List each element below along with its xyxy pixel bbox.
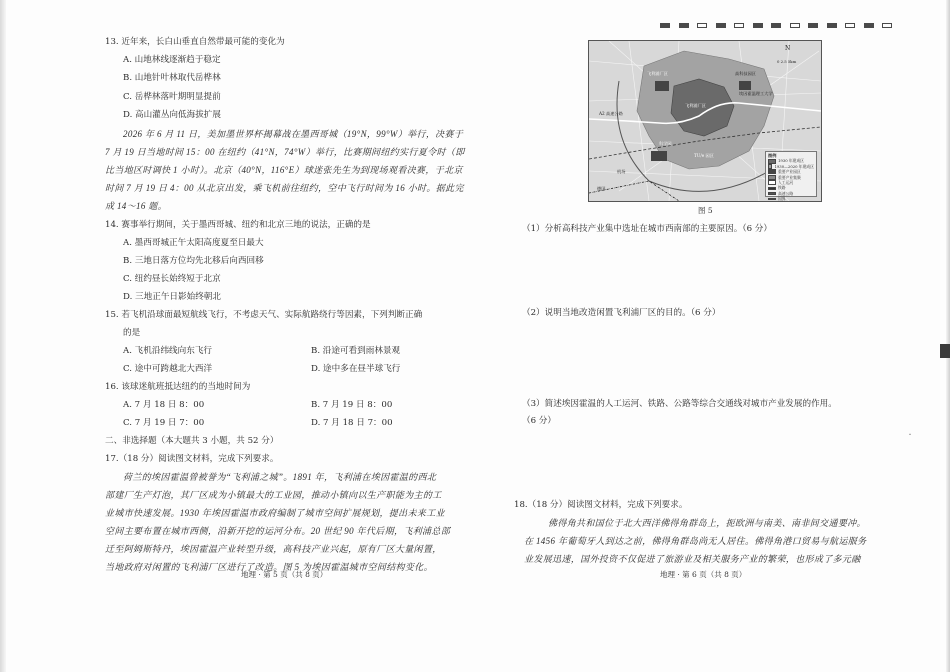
legend-item-industrial-cluster: 重要产业集聚 bbox=[768, 175, 814, 180]
page-edge-right bbox=[946, 0, 950, 672]
q16-option-c: C. 7 月 19 日 7：00 bbox=[123, 418, 205, 428]
page-edge-left bbox=[0, 0, 6, 672]
q15-option-d: D. 途中多在昼半球飞行 bbox=[311, 364, 401, 374]
passage-14-16-line-5: 成 14～16 题。 bbox=[105, 201, 168, 211]
q13-option-a: A. 山地林线逐渐趋于稳定 bbox=[123, 55, 221, 65]
map-label-h: 机场 bbox=[617, 169, 626, 174]
passage-14-16-line-4: 时间 7 月 19 日 4：00 从北京出发，乘飞机前往纽约，空中飞行时间为 16 小时。据此完 bbox=[105, 183, 464, 193]
passage-14-16-line-2: 7 月 19 日当地时间 15：00 在纽约（41°N，74°W）举行，比赛期间纽约实行夏令时（即 bbox=[105, 147, 465, 157]
q13-option-c: C. 岳桦林落叶期明显提前 bbox=[123, 92, 221, 102]
q16-option-d: D. 7 月 18 日 7：00 bbox=[311, 418, 393, 428]
q15-stem-line-2: 的是 bbox=[123, 328, 141, 338]
q17-heading: 17.（18 分）阅读图文材料，完成下列要求。 bbox=[105, 454, 279, 464]
q14-option-c: C. 纽约昼长始终短于北京 bbox=[123, 274, 221, 284]
legend-item-border: 国界 bbox=[768, 196, 814, 201]
passage-17-line-2: 部建厂生产灯泡，其厂区成为小镇最大的工业园，推动小镇向以生产职能为主的工 bbox=[105, 490, 442, 500]
speck-mark: ˙ bbox=[907, 432, 913, 446]
q13-stem: 13. 近年来，长白山垂直自然带最可能的变化为 bbox=[105, 37, 285, 47]
legend-item-1930: 1930 年建成区 bbox=[768, 158, 814, 163]
q16-option-a: A. 7 月 18 日 8：00 bbox=[123, 400, 205, 410]
figure-5-caption: 图 5 bbox=[698, 206, 713, 215]
legend-item-highway: 高速公路 bbox=[768, 191, 814, 196]
passage-17-line-3: 业城市快速发展。1930 年埃因霍温市政府编制了城市空间扩展规划，提出未来工业 bbox=[105, 508, 445, 518]
map-label-g: TU/e 园区 bbox=[694, 153, 714, 158]
map-label-d: 飞利浦厂区 bbox=[685, 103, 706, 108]
q18-heading: 18.（18 分）阅读图文材料，完成下列要求。 bbox=[514, 500, 688, 510]
legend-item-canal: 人工运河 bbox=[768, 180, 814, 185]
map-label-b: 高科技园区 bbox=[735, 71, 756, 76]
passage-17-line-4: 空间主要布置在城市西侧，沿新开挖的运河分布。20 世纪 90 年代后期，飞利浦总部 bbox=[105, 526, 451, 536]
q17-part-3-line-1: （3）简述埃因霍温的人工运河、铁路、公路等综合交通线对城市产业发展的作用。 bbox=[522, 399, 837, 409]
passage-17-line-5: 迁至阿姆斯特丹，埃因霍温产业转型升级，高科技产业兴起，原有厂区大量闲置， bbox=[105, 544, 442, 554]
q17-part-2: （2）说明当地改造闲置飞利浦厂区的目的。（6 分） bbox=[522, 308, 721, 318]
passage-14-16-line-1: 2026 年 6 月 11 日，美加墨世界杯揭幕战在墨西哥城（19°N，99°W）举行，决赛于 bbox=[123, 129, 464, 139]
q14-stem: 14. 赛事举行期间，关于墨西哥城、纽约和北京三地的说法，正确的是 bbox=[105, 220, 371, 230]
north-arrow-icon: N bbox=[785, 45, 791, 52]
passage-18-line-3: 业发展迅速，国外投资不仅促进了旅游业及相关服务产业的繁荣，也形成了多元融 bbox=[524, 554, 861, 564]
q17-part-1: （1）分析高科技产业集中选址在城市西南部的主要原因。（6 分） bbox=[522, 224, 772, 234]
binding-mark bbox=[940, 344, 950, 358]
scale-bar: 0 2.5 5km bbox=[777, 59, 797, 64]
left-page-footer: 地理 · 第 5 页（共 8 页） bbox=[241, 570, 328, 579]
map-label-a: 飞利浦厂区 bbox=[647, 71, 668, 76]
passage-18-line-1: 佛得角共和国位于北大西洋佛得角群岛上，扼欧洲与南美、南非间交通要冲。 bbox=[548, 518, 866, 528]
passage-17-line-1: 荷兰的埃因霍温曾被誉为“飞利浦之城”。1891 年，飞利浦在埃因霍温的西北 bbox=[123, 472, 437, 482]
map-legend bbox=[765, 151, 817, 202]
q17-part-3-line-2: （6 分） bbox=[522, 416, 556, 426]
q16-option-b: B. 7 月 19 日 8：00 bbox=[311, 400, 393, 410]
q13-option-b: B. 山地针叶林取代岳桦林 bbox=[123, 73, 221, 83]
passage-14-16-line-3: 比当地区时调快 1 小时）。北京（40°N，116°E）球迷张先生为到现场观看决赛，于北京 bbox=[105, 165, 463, 175]
q14-option-d: D. 三地正午日影始终朝北 bbox=[123, 292, 221, 302]
q15-option-c: C. 途中可跨越北大西洋 bbox=[123, 364, 213, 374]
city-structure-map bbox=[588, 40, 822, 202]
section-2-heading: 二、非选择题（本大题共 3 小题，共 52 分） bbox=[105, 436, 279, 446]
legend-item-industrial-park: 重要产业园区 bbox=[768, 169, 814, 174]
q14-option-b: B. 三地日落方位均先北移后向西回移 bbox=[123, 256, 264, 266]
map-label-i: 德国 bbox=[597, 186, 606, 191]
q15-option-a: A. 飞机沿纬线向东飞行 bbox=[123, 346, 213, 356]
legend-item-2020: 1930—2020 年建成区 bbox=[768, 164, 814, 169]
q16-stem: 16. 该球迷航班抵达纽约的当地时间为 bbox=[105, 382, 251, 392]
q15-stem-line-1: 15. 若飞机沿球面最短航线飞行，不考虑天气、实际航路绕行等因素，下列判断正确 bbox=[105, 310, 423, 320]
q15-option-b: B. 沿途可看到雨林景观 bbox=[311, 346, 401, 356]
legend-item-railway: 铁路 bbox=[768, 185, 814, 190]
map-label-f: A2 高速公路 bbox=[599, 111, 623, 116]
passage-18-line-2: 在 1456 年葡萄牙人到达之前，佛得角群岛尚无人居住。佛得角港口贸易与航运服务 bbox=[524, 536, 867, 546]
passage-17-line-6: 当地政府对闲置的飞利浦厂区进行了改造。图 5 为埃因霍温城市空间结构变化。 bbox=[105, 562, 433, 572]
map-label-e: 科学园 bbox=[659, 141, 672, 146]
q14-option-a: A. 墨西哥城正午太阳高度夏至日最大 bbox=[123, 238, 264, 248]
q13-option-d: D. 高山灌丛向低海拔扩展 bbox=[123, 110, 221, 120]
right-page-footer: 地理 · 第 6 页（共 8 页） bbox=[660, 570, 747, 579]
legend-title: 图例 bbox=[768, 153, 777, 158]
header-dash-rule bbox=[660, 23, 892, 28]
map-label-c: 埃因霍温理工大学 bbox=[739, 91, 773, 96]
